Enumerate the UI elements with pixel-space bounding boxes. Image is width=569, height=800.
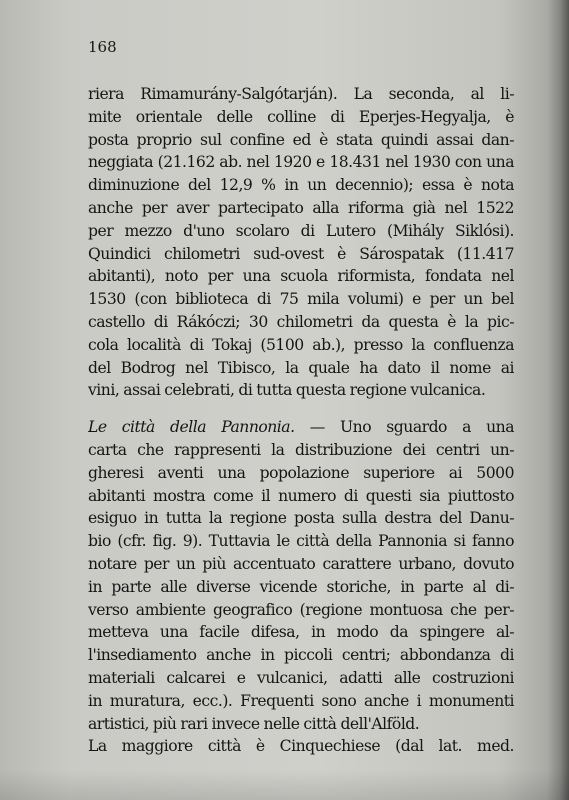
text-line: per mezzo d'uno scolaro di Lutero (Mihály Siklósi).: [88, 221, 514, 240]
text-line-rest: — Uno sguardo a una: [294, 418, 514, 437]
text-line: La maggiore città è Cinquechiese (dal lat. med.: [88, 737, 514, 756]
text-line: neggiata (21.162 ab. nel 1920 e 18.431 nel 1930 con una: [88, 153, 514, 172]
paragraph-2: [88, 416, 514, 735]
text-line: esiguo in tutta la regione posta sulla destra del Danu-: [88, 509, 514, 528]
text-line: vini, assai celebrati, di tutta questa regione vulcanica.: [88, 381, 486, 400]
text-line: notare per un più accentuato carattere urbano, dovuto: [88, 554, 514, 573]
text-line: artistici, più rari invece nelle città dell'Alföld.: [88, 714, 420, 733]
page-shadow-bottom: [0, 770, 569, 800]
paragraph-gap: [88, 402, 514, 416]
text-line: carta che rappresenti la distribuzione dei centri un-: [88, 440, 514, 459]
text-line: mite orientale delle colline di Eperjes-Hegyalja, è: [88, 107, 514, 126]
text-line: abitanti mostra come il numero di questi sia piuttosto: [88, 486, 514, 505]
paragraph-3: [88, 735, 514, 758]
text-line-with-heading: [88, 416, 514, 439]
text-line: bio (cfr. fig. 9). Tuttavia le città della Pannonia si fanno: [88, 532, 514, 551]
text-line: in parte alle diverse vicende storiche, in parte al di-: [88, 577, 514, 596]
text-line: riera Rimamurány-Salgótarján). La seconda, al li-: [88, 85, 514, 103]
text-line: Quindici chilometri sud-ovest è Sárospatak (11.417: [88, 244, 514, 263]
section-heading: Le città della Pannonia.: [88, 418, 295, 437]
text-line: verso ambiente geografico (regione montuosa che per-: [88, 600, 514, 619]
body-text: [88, 83, 514, 758]
text-line: gheresi aventi una popolazione superiore ai 5000: [88, 463, 514, 482]
page-shadow-right: [547, 0, 569, 800]
text-line: del Bodrog nel Tibisco, la quale ha dato il nome ai: [88, 358, 514, 377]
text-line: l'insediamento anche in piccoli centri; abbondanza di: [88, 646, 514, 665]
page-number: 168: [88, 38, 117, 56]
text-line: posta proprio sul confine ed è stata quindi assai dan-: [88, 130, 514, 149]
text-line: materiali calcarei e vulcanici, adatti alle costruzioni: [88, 668, 514, 687]
text-line: anche per aver partecipato alla riforma già nel 1522: [88, 198, 514, 217]
paragraph-1: [88, 83, 514, 402]
text-line: cola località di Tokaj (5100 ab.), presso la confluenza: [88, 335, 514, 354]
text-line: castello di Rákóczi; 30 chilometri da questa è la pic-: [88, 312, 514, 331]
text-line: in muratura, ecc.). Frequenti sono anche i monumenti: [88, 691, 514, 710]
text-line: metteva una facile difesa, in modo da spingere al-: [88, 623, 514, 642]
text-line: 1530 (con biblioteca di 75 mila volumi) e per un bel: [88, 290, 514, 309]
text-line: diminuzione del 12,9 % in un decennio); essa è nota: [88, 176, 514, 195]
text-line: abitanti), noto per una scuola riformista, fondata nel: [88, 267, 514, 286]
